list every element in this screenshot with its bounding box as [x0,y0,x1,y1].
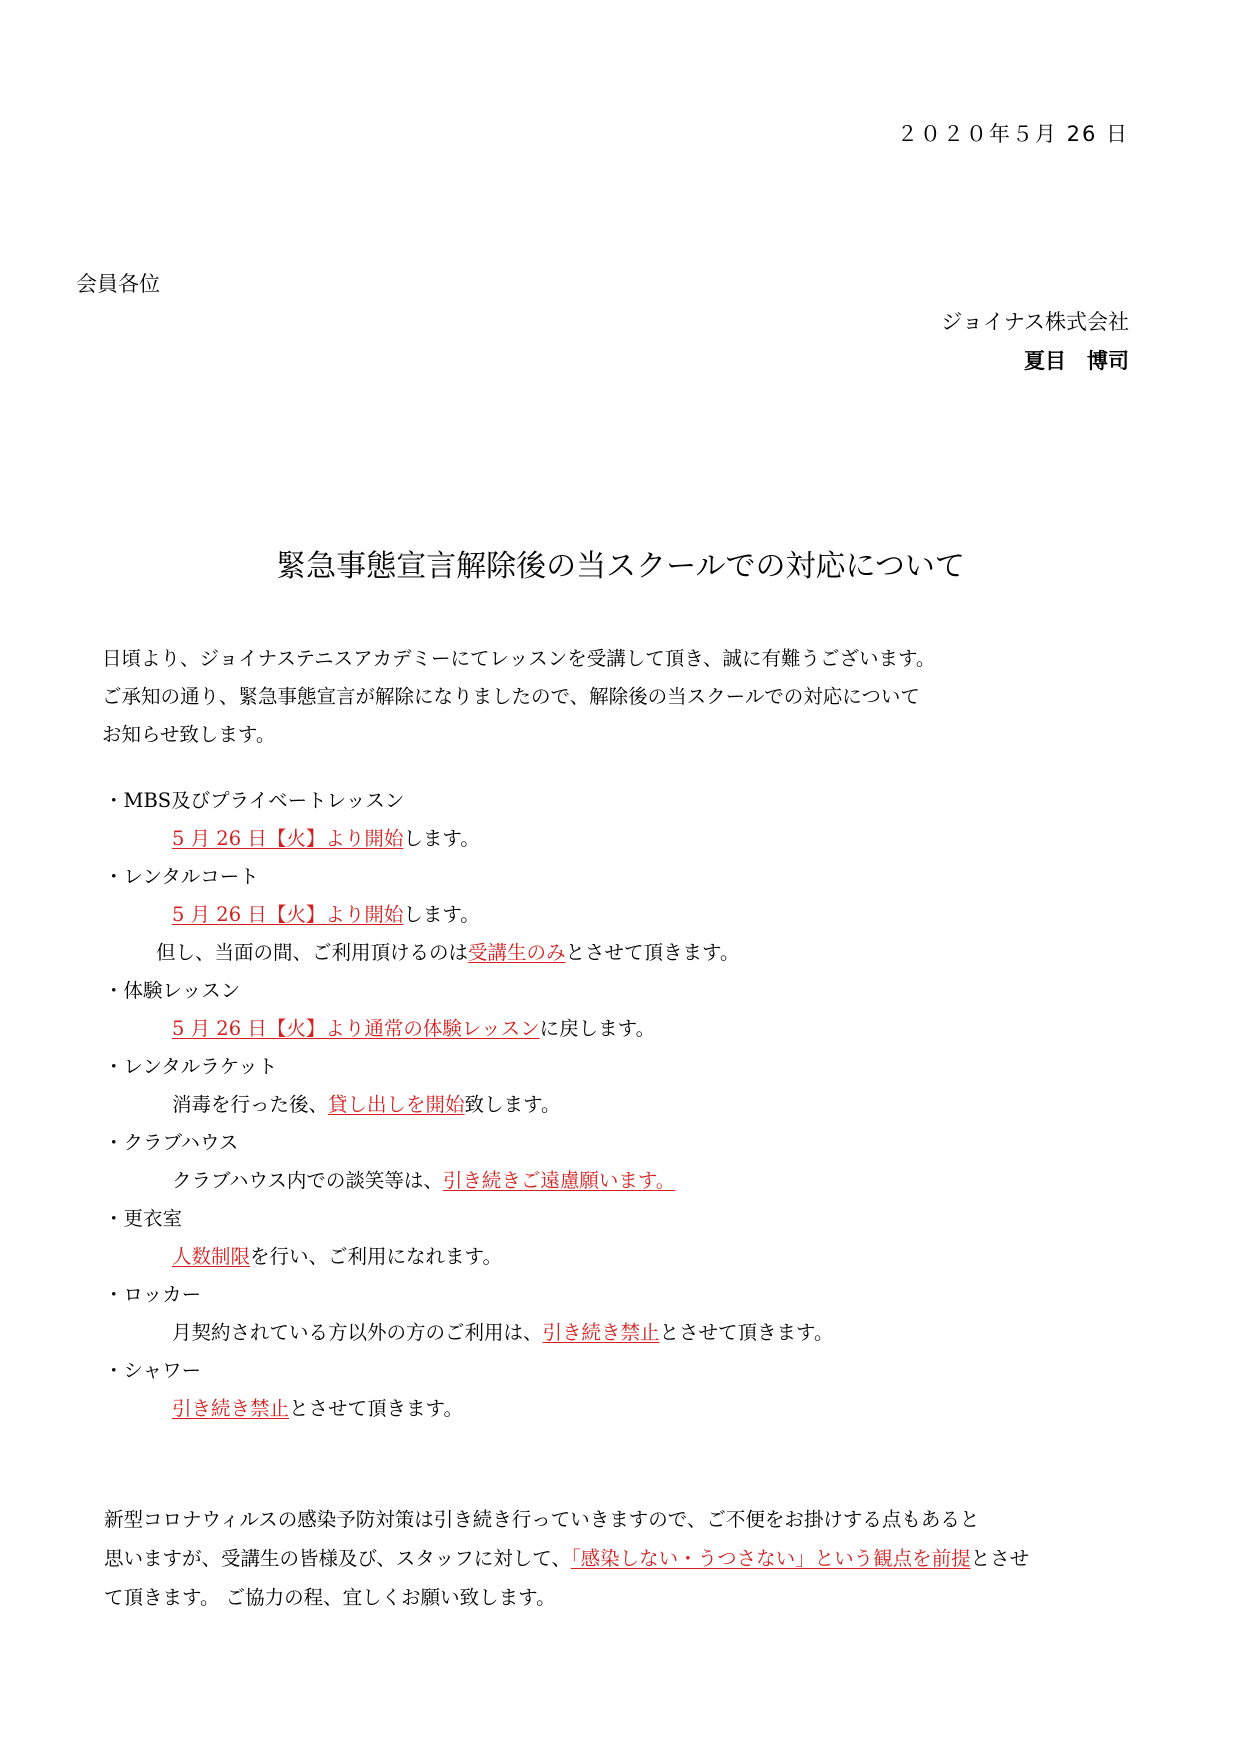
highlight-text: 貸し出しを開始 [328,1093,465,1116]
addressee: 会員各位 [76,272,160,296]
item-heading-locker-room: ・更衣室 [104,1207,183,1230]
item-detail-clubhouse: クラブハウス内での談笑等は、引き続きご遠慮願います。 [172,1169,676,1192]
item-heading-rental-racket: ・レンタルラケット [104,1055,278,1078]
highlight-text: 引き続きご遠慮願います。 [442,1169,676,1192]
item-heading-locker: ・ロッカー [104,1283,202,1306]
item-heading-shower: ・シャワー [104,1359,202,1382]
closing-line: 新型コロナウィルスの感染予防対策は引き続き行っていきますので、ご不便をお掛けする点もあると [104,1508,980,1531]
item-detail-rental-court: 5 月 26 日【火】より開始します。 [172,903,480,926]
item-detail-shower: 引き続き禁止とさせて頂きます。 [172,1397,463,1420]
highlight-text: 引き続き禁止 [172,1397,290,1420]
item-detail-trial-lesson: 5 月 26 日【火】より通常の体験レッスンに戻します。 [172,1017,656,1040]
closing-paragraph [104,1500,1029,1617]
item-heading-clubhouse: ・クラブハウス [104,1131,239,1154]
item-note-rental-court: 但し、当面の間、ご利用頂けるのは受講生のみとさせて頂きます。 [156,941,740,964]
item-detail-rental-racket: 消毒を行った後、貸し出しを開始致します。 [172,1093,561,1116]
document-date: ２０２０年５月 26 日 [896,122,1129,146]
highlight-text: 引き続き禁止 [542,1321,660,1344]
highlight-text: 5 月 26 日【火】より開始 [172,827,404,850]
highlight-text: 受講生のみ [468,941,566,964]
highlight-text: 「感染しない・うつさない」という観点を前提 [570,1547,971,1570]
item-detail-locker-room: 人数制限を行い、ご利用になれます。 [172,1245,502,1268]
highlight-text: 人数制限 [172,1245,251,1268]
item-heading-mbs: ・MBS及びプライベートレッスン [104,789,405,812]
highlight-text: 5 月 26 日【火】より開始 [172,903,404,926]
item-detail-mbs: 5 月 26 日【火】より開始します。 [172,827,480,850]
highlight-text: 5 月 26 日【火】より通常の体験レッスン [172,1017,540,1040]
intro-line: ご承知の通り、緊急事態宣言が解除になりましたので、解除後の当スクールでの対応について [102,685,920,708]
intro-paragraph [102,640,935,754]
item-detail-locker: 月契約されている方以外の方のご利用は、引き続き禁止とさせて頂きます。 [172,1321,834,1344]
item-heading-rental-court: ・レンタルコート [104,865,259,888]
closing-line: 思いますが、受講生の皆様及び、スタッフに対して、「感染しない・うつさない」という観点を前提とさせ [104,1547,1030,1570]
intro-line: お知らせ致します。 [102,723,276,746]
company-name: ジョイナス株式会社 [941,310,1129,334]
intro-line: 日頃より、ジョイナステニスアカデミーにてレッスンを受講して頂き、誠に有難うございます。 [102,647,936,670]
sender-name: 夏目 博司 [1024,349,1129,373]
closing-line: て頂きます。 ご協力の程、宜しくお願い致します。 [104,1586,556,1609]
notice-title: 緊急事態宣言解除後の当スクールでの対応について [276,549,965,584]
item-heading-trial-lesson: ・体験レッスン [104,979,241,1002]
